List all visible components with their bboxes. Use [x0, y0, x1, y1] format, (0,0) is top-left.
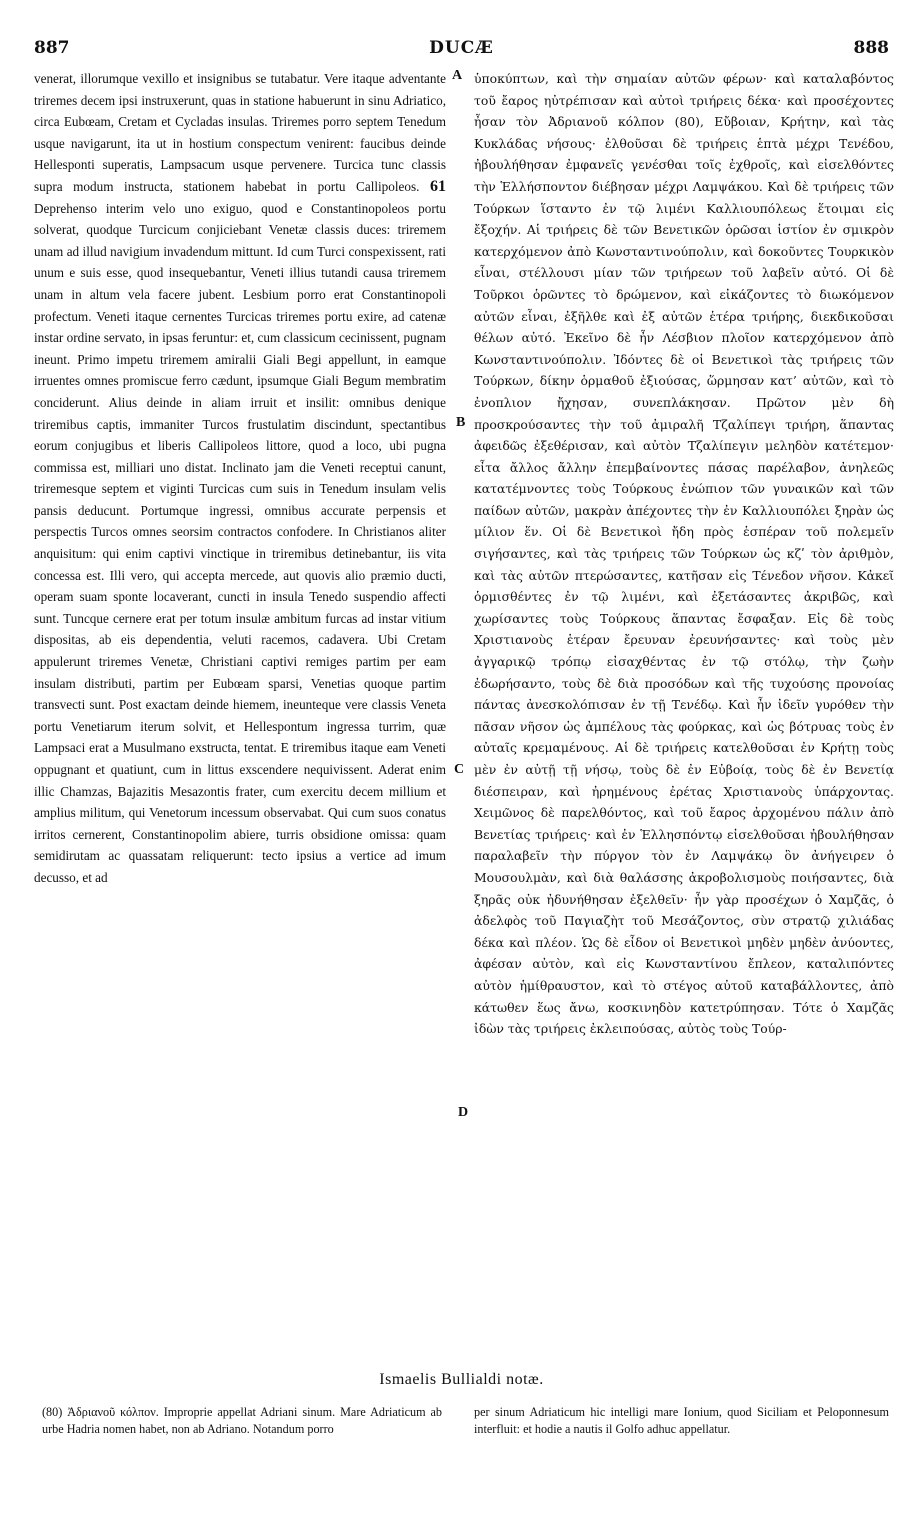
margin-marker-d: D — [458, 1105, 469, 1120]
margin-marker-b: B — [456, 415, 466, 430]
latin-paragraph-1 — [34, 68, 446, 889]
footnote-right-column — [474, 1404, 889, 1437]
greek-text-column — [474, 68, 894, 1040]
greek-paragraph: ὑποκύπτων, καὶ τὴν σημαίαν αὐτῶν φέρων· καὶ καταλαβόντος τοῦ ἔαρος ηὐτρέπισαν καὶ αὐτοὶ τριήρεις δέκα· καὶ προσέχοντες ἦσαν τὸν Ἀδριανοῦ κόλπον (80), Εὔβοιαν, Κρήτην, καὶ τὰς Κυκλάδας νήσους· ἐλθοῦσαι δὲ τριήρεις ἑπτὰ μέχρι Τενέδου, ἠβουλήθησαν ἐμφανεῖς γενέσθαι τοῖς ἐχθροῖς, καὶ εἰσελθόντες τὴν Ἑλλήσποντον διέβησαν μέχρι Λαμψάκου. Καὶ δὲ τριήρεις τῶν Τούρκων ἵσταντο ἐν τῷ λιμένι Καλλιουπόλεως ἕτοιμαι εἰς ἔξοχήν. Αἱ τριήρεις δὲ τῶν Βενετικῶν ὁρῶσαι ἱστίον ἐν σμικρὸν κατερχόμενον ἀπὸ Κωνσταντινούπολιν, καὶ δοκοῦντες Τουρκικὸν εἶναι, στέλλουσι μίαν τῶν τριήρεων τοῦ λαβεῖν αὐτό. Οἱ δὲ Τοῦρκοι ὁρῶντες τὸ δρώμενον, καὶ εἰκάζοντες τὸ διωκόμενον αὐτῶν εἶναι, ἐξῆλθε καὶ ἐξ αὐτῶν ἑτέρα τριήρης, διεκδικοῦσαι θέλων αὐτό. Ἐκεῖνο δὲ ἦν Λέσβιον πλοῖον κατερχόμενον ἀπὸ Κωνσταντινούπολιν. Ἰδόντες δὲ οἱ Βενετικοὶ τὰς τριήρεις τῶν Τούρκων, δίκην ὁρμαθοῦ ἐξιούσας, ὥρμησαν κατ’ αὐτῶν, καὶ τὸ ἐνοπλιον ἤχησαν, συνεπλάκησαν. Πρῶτον μὲν δὴ προσκρούσαντες τὴν τοῦ ἀμιραλῆ Τζαλίπεγι τριήρη, ἅπαντας ἀφειδῶς ἐξεθέρισαν, καὶ αὐτὸν Τζαλίπεγιν μεληδὸν κατέτεμον· εἶτα ἄλλος ἄλλην ἐπεμβαίνοντες πάσας παρέλαβον, ἀνηλεῶς κατατέμνοντες τοὺς Τούρκους ἐνώπιον τῶν γυναικῶν καὶ τῶν παίδων αὐτῶν, μακρὰν ἀπέχοντες τὴν ἐν Καλλιουπόλει ξηρὰν ὡς μίλιον ἕν. Οἱ δὲ Βενετικοὶ ἤδη πρὸς ἑσπέραν τοῦ πολεμεῖν σιγήσαντες, καὶ τὰς τριήρεις τῶν Τούρκων ὡς κζʹ τὸν ἀριθμὸν, καὶ τὰς αὐτῶν πτερώσαντες, κατῆσαν εἰς Τένεδον νῆσον. Κἀκεῖ ὁρμισθέντες ἐν τῷ λιμένι, καὶ ἐξετάσαντες ἀκριβῶς, καὶ χωρίσαντες τοὺς Τούρκους ἅπαντας ἔσφαξαν. Εἰς δὲ τοὺς Χριστιανοὺς ἑτέραν ἔρευναν ἐρευνήσαντες· καὶ τοὺς μὲν ἀγγαρικῷ τρόπῳ εἰσαχθέντας ἐν τῷ στόλῳ, τὴν ζωὴν ἐδωρήσαντο, τοὺς δὲ διὰ προσόδων καὶ τῆς τυχούσης προνοίας πάντας ἀνεσκολόπισαν ἐν τῇ Τενέδῳ. Καὶ ἦν ἰδεῖν γυρόθεν τὴν πᾶσαν νῆσον ὡς ἀμπέλους τὰς φούρκας, καὶ ὡς βότρυας τοὺς ἐν αὐταῖς κρεμαμένους. Αἱ δὲ τριήρεις κατελθοῦσαι ἐν Κρήτῃ τοὺς μὲν ἐν αὐτῇ τῇ νήσῳ, τοὺς δὲ ἐν Εὐβοίᾳ, τοὺς δὲ ἐν Βενετίᾳ διέσπειραν, καὶ ἠρημένους ἐρέτας Χριστιανοὺς ὑπάρχοντας. Χειμῶνος δὲ παρελθόντος, καὶ τοῦ ἔαρος ἀρχομένου πάλιν ἀπὸ Βενετίας τριήρεις· καὶ ἐν Ἑλλησπόντῳ εἰσελθοῦσαι ἠβουλήθησαν παραλαβεῖν τὴν πύργον τὸν ἐν Λαμψάκῳ ὃν ἀνήγειρεν ὁ Μουσουλμὰν, καὶ διὰ θαλάσσης ἀκροβολισμοὺς ποιήσαντες, διὰ ξηρᾶς οὐκ ἠδυνήθησαν ἐξελθεῖν· ἦν γὰρ προσέχων ὁ Χαμζᾶς, ὁ ἀδελφὸς τοῦ Παγιαζὴτ τοῦ Μεσάζοντος, σὺν στρατῷ χιλιάδας δέκα καὶ πλέον. Ὡς δὲ εἶδον οἱ Βενετικοὶ μηδὲν μηδὲν ἀνύοντες, ἀφέσαν αὐτὸν, καὶ εἰς Κωνσταντίνου ἔπλεον, καταλιπόντες αὐτὸν ἡμίθραυστον, καὶ τὸ στέγος αὐτοῦ καταβάλλοντες, ἀπὸ κάτωθεν ἕως ἄνω, κοσκινηδὸν κατετρύπησαν. Τότε ὁ Χαμζᾶς ἰδὼν τὰς τριήρεις ἐκλειπούσας, αὐτὸς τοὺς Τούρ- — [474, 71, 894, 1037]
margin-marker-a: A — [452, 68, 463, 83]
right-page-number: 888 — [853, 38, 889, 58]
section-number: 61 — [430, 177, 447, 195]
notes-heading: Ismaelis Bullialdi notæ. — [379, 1371, 544, 1388]
latin-text-part-2: Deprehenso interim velo uno exiguo, quod e Constantinopoleos portu solverat, quodque Turcicum conjiciebant Venetæ classis duces: triremem unam ad illud navigium invadendum mittunt. Id cum Turci conspexissent, rati unum e suis esse, quod insequebantur, Veneti illius tutandi causa triremem unam in altum vela facere jubent. Lesbium porro erat Constantinopoli profectum. Veneti itaque cernentes Turcicas triremes portu exire, ad catenæ instar ordine servato, in ipsas feruntur: et, cum classicum cecinissent, pugnam ineunt. Primo impetu triremem amiralii Giali Begi appellunt, in eamque irruentes omnes promiscue ferro cædunt, ipsumque Giali Begum membratim conciderunt. Alius deinde in aliam irruit et insilit: omnibus denique triremibus captis, immaniter Turcos frustulatim discindunt, spectantibus eorum conjugibus et liberis Callipoleos littore, quod a loco, ubi pugna commissa est, milliari uno distat. Inclinato jam die Veneti receptui canunt, triremesque septem et viginti Turcicas cum suis in Tenedum insulam velis pansis deducunt. Portumque ingressi, omnibus accurate perpensis et perspectis Turcos omnes seorsim contractos confodere. In Christianos aliter anquisitum: qui enim captivi vinctique in triremibus detinebantur, iis vita concessa est. Illi vero, qui accepta mercede, aut quovis alio præmio ducti, operam suam sponte locaverant, cuncti in insula Tenedo suspendio affecti sunt. Tuncque cernere erat per totum insulæ ambitum furcas ad instar vitium dispositas, ab eis dependentia, veluti racemos, cadavera. Ubi Cretam appulerunt triremes Venetæ, Christiani captivi remiges partim per eam insulam distributi, partim per Eubœam sparsi, Venetias quoque partim transvecti sunt. Post exactam deinde hiemem, ineunteque vere classis Veneta portu Venetiarum iterum solvit, et Hellespontum ingressa turrim, quæ Lampsaci erat a Musulmano exstructa, tentat. E triremibus itaque eam Veneti oppugnant et quatiunt, cum in littus exscendere nequivissent. Aderat enim illic Chamzas, Bajazitis Mesazontis frater, cum exercitu decem millium et amplius militum, qui Venetorum incessum observabat. Qui cum suos conatus irritos cernerent, Constantinopolim abiere, turris obsidione omissa: quam semidirutam ac quassatam reliquerunt: tecto ipsius a vertice ad imum decusso, et ad — [34, 200, 446, 885]
footnote-80-left: (80) Ἀδριανοῦ κόλπον. Improprie appellat Adriani sinum. Mare Adriaticum ab urbe Hadria nomen habet, non ab Adriano. Notandum porro — [42, 1405, 442, 1436]
latin-text-column — [34, 68, 446, 889]
left-page-number: 887 — [34, 38, 70, 58]
margin-marker-c: C — [454, 762, 465, 777]
latin-text-part-1: venerat, illorumque vexillo et insignibus se tutabatur. Vere itaque adventante triremes decem ipsi instruxerunt, quas in statione habuerunt in sinu Adriatico, circa Eubœam, Cretam et Cycladas insulas. Triremes porro septem Tenedum usque navigarunt, ita ut in hostium conspectum venirent: faucibus deinde Hellesponti superatis, Lampsacum usque pervenere. Turcica tunc classis supra modum instructa, stationem habebat in portu Callipoleos. — [34, 71, 446, 194]
footnote-80-right: per sinum Adriaticum hic intelligi mare Ionium, quod Siciliam et Peloponnesum interfluit: et hodie a nautis il Golfo adhuc appellatur. — [474, 1405, 889, 1436]
footnote-left-column — [42, 1404, 442, 1437]
running-title: DUCÆ — [429, 38, 494, 58]
